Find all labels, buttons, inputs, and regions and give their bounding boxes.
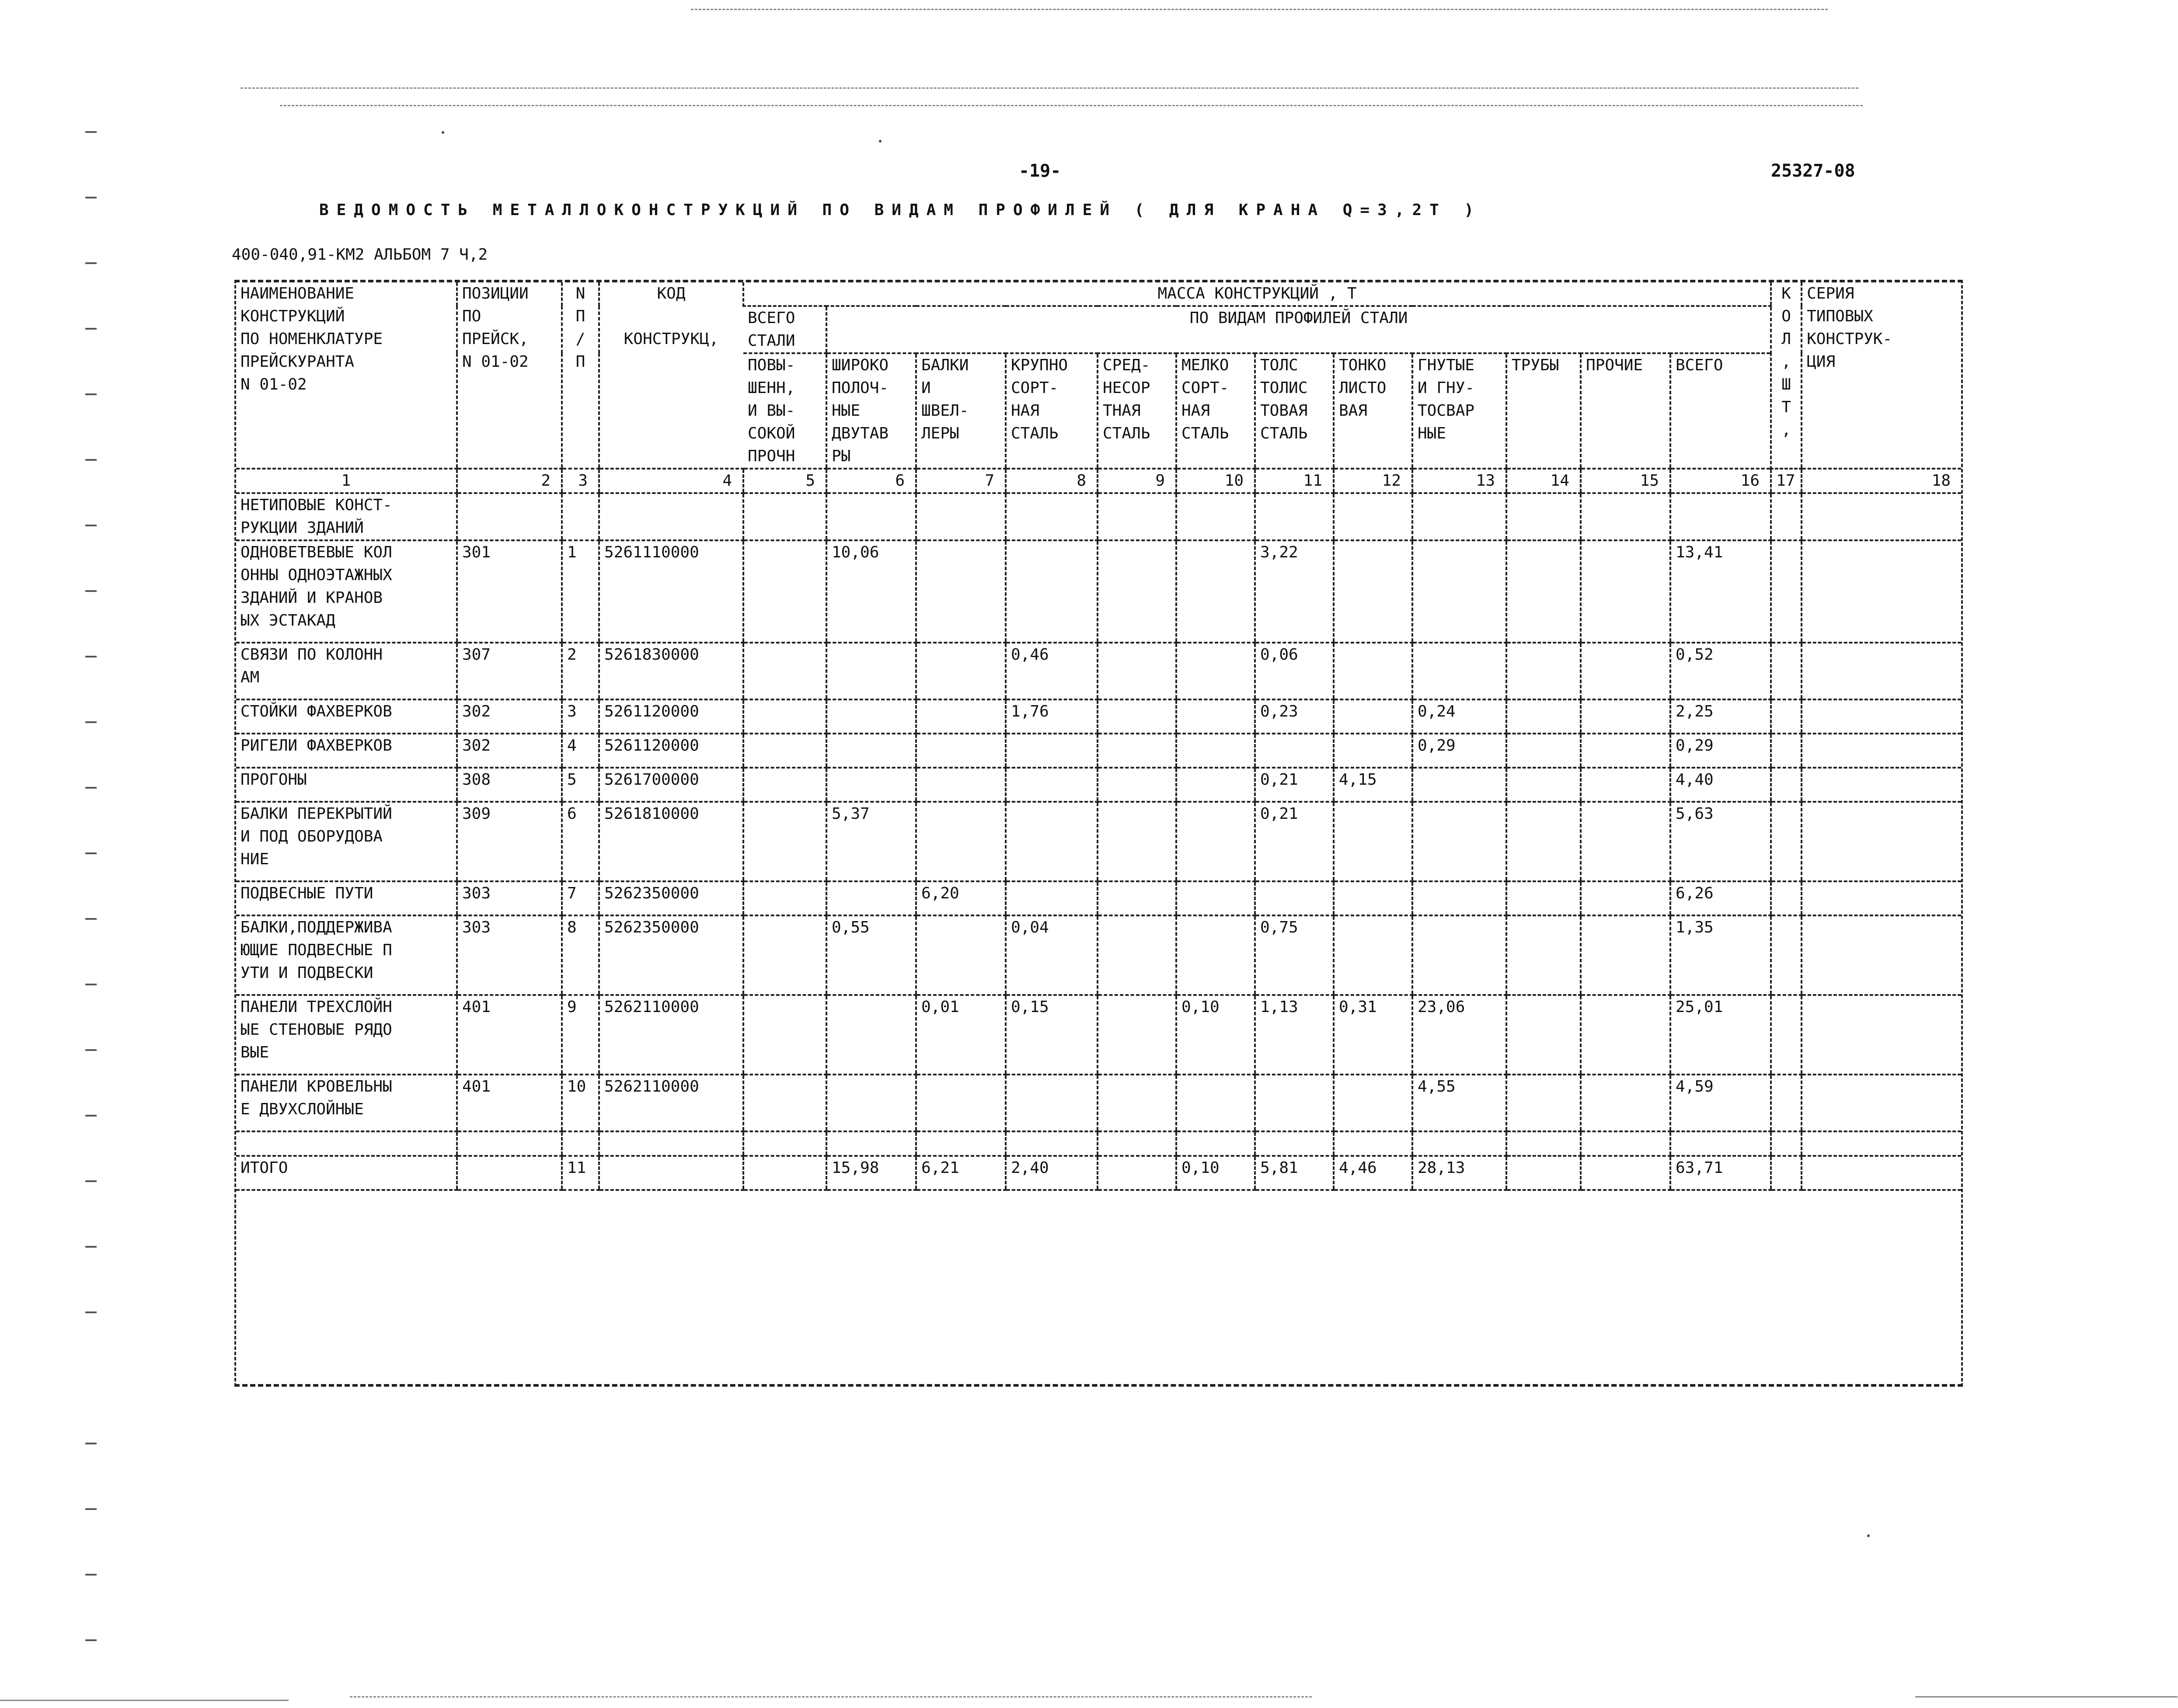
wide-flange-mass: 15,98 <box>826 1156 916 1190</box>
large-section-mass: 2,40 <box>1006 1156 1098 1190</box>
vedomost-table <box>236 282 1961 1191</box>
thin-sheet-mass <box>1334 734 1412 768</box>
album-reference: 400-040,91-КМ2 АЛЬБОМ 7 Ч,2 <box>232 246 488 264</box>
other-mass <box>1581 995 1670 1075</box>
high-strength-mass <box>743 734 826 768</box>
row-index: 4 <box>562 734 599 768</box>
other-mass <box>1581 768 1670 802</box>
margin-mark <box>85 393 97 395</box>
series <box>1802 915 1961 995</box>
margin-mark <box>85 656 97 657</box>
thin-sheet-mass <box>1334 699 1412 734</box>
wide-flange-mass: 0,55 <box>826 915 916 995</box>
total-mass: 5,63 <box>1670 802 1771 881</box>
row-index: 10 <box>562 1075 599 1131</box>
pipes-mass <box>1506 540 1581 643</box>
thin-sheet-mass <box>1334 1075 1412 1131</box>
construction-name: ИТОГО <box>236 1156 457 1190</box>
series <box>1802 1075 1961 1131</box>
margin-mark <box>85 328 97 330</box>
pipes-mass <box>1506 768 1581 802</box>
construction-name: СТОЙКИ ФАХВЕРКОВ <box>236 699 457 734</box>
medium-section-mass <box>1098 915 1176 995</box>
beams-channels-mass <box>916 643 1006 699</box>
other-mass <box>1581 734 1670 768</box>
margin-mark <box>85 459 97 461</box>
construction-name: ОДНОВЕТВЕВЫЕ КОЛ ОННЫ ОДНОЭТАЖНЫХ ЗДАНИЙ И КРАНОВ ЫХ ЭСТАКАД <box>236 540 457 643</box>
bent-profile-mass <box>1412 802 1506 881</box>
table-row <box>236 881 1961 915</box>
high-strength-mass <box>743 1156 826 1190</box>
row-index: 7 <box>562 881 599 915</box>
col-header-position: ПОЗИЦИИ ПО ПРЕЙСК, N 01-02 <box>457 282 562 469</box>
col-header-mass-group: МАССА КОНСТРУКЦИЙ , Т <box>743 282 1771 306</box>
small-section-mass <box>1176 699 1255 734</box>
series <box>1802 734 1961 768</box>
scan-speck <box>879 140 882 143</box>
large-section-mass <box>1006 734 1098 768</box>
margin-mark <box>85 1639 97 1641</box>
total-mass: 6,26 <box>1670 881 1771 915</box>
large-section-mass: 0,15 <box>1006 995 1098 1075</box>
pipes-mass <box>1506 995 1581 1075</box>
thick-plate-mass: 0,23 <box>1255 699 1334 734</box>
construction-code: 5261810000 <box>599 802 743 881</box>
construction-code: 5262350000 <box>599 881 743 915</box>
col-header-thick-plate: ТОЛС ТОЛИС ТОВАЯ СТАЛЬ <box>1255 353 1334 469</box>
col-number: 10 <box>1176 469 1255 493</box>
col-header-name: НАИМЕНОВАНИЕ КОНСТРУКЦИЙ ПО НОМЕНКЛАТУРЕ ПРЕЙСКУРАНТА N 01-02 <box>236 282 457 469</box>
quantity <box>1771 734 1802 768</box>
medium-section-mass <box>1098 768 1176 802</box>
beams-channels-mass <box>916 699 1006 734</box>
series <box>1802 540 1961 643</box>
construction-code: 5262110000 <box>599 995 743 1075</box>
col-number: 4 <box>599 469 743 493</box>
pipes-mass <box>1506 1075 1581 1131</box>
construction-name: ПАНЕЛИ КРОВЕЛЬНЫ Е ДВУХСЛОЙНЫЕ <box>236 1075 457 1131</box>
bent-profile-mass <box>1412 881 1506 915</box>
high-strength-mass <box>743 699 826 734</box>
table-row <box>236 734 1961 768</box>
thick-plate-mass: 0,21 <box>1255 768 1334 802</box>
beams-channels-mass <box>916 540 1006 643</box>
thin-sheet-mass <box>1334 915 1412 995</box>
bent-profile-mass: 4,55 <box>1412 1075 1506 1131</box>
col-number: 14 <box>1506 469 1581 493</box>
price-position: 309 <box>457 802 562 881</box>
margin-mark <box>85 1246 97 1248</box>
total-mass: 63,71 <box>1670 1156 1771 1190</box>
thick-plate-mass: 0,21 <box>1255 802 1334 881</box>
other-mass <box>1581 802 1670 881</box>
total-mass: 13,41 <box>1670 540 1771 643</box>
thick-plate-mass <box>1255 881 1334 915</box>
beams-channels-mass <box>916 802 1006 881</box>
bent-profile-mass <box>1412 643 1506 699</box>
high-strength-mass <box>743 1075 826 1131</box>
col-header-small-section: МЕЛКО СОРТ- НАЯ СТАЛЬ <box>1176 353 1255 469</box>
small-section-mass <box>1176 881 1255 915</box>
row-index: 9 <box>562 995 599 1075</box>
construction-name: СВЯЗИ ПО КОЛОНН АМ <box>236 643 457 699</box>
small-section-mass <box>1176 734 1255 768</box>
thin-sheet-mass <box>1334 802 1412 881</box>
bent-profile-mass: 0,29 <box>1412 734 1506 768</box>
col-header-total-steel: ВСЕГО СТАЛИ <box>743 306 826 353</box>
margin-mark <box>85 197 97 198</box>
thin-sheet-mass <box>1334 643 1412 699</box>
large-section-mass: 0,46 <box>1006 643 1098 699</box>
price-position: 307 <box>457 643 562 699</box>
margin-mark <box>85 721 97 723</box>
quantity <box>1771 699 1802 734</box>
bent-profile-mass: 28,13 <box>1412 1156 1506 1190</box>
small-section-mass: 0,10 <box>1176 995 1255 1075</box>
beams-channels-mass: 6,21 <box>916 1156 1006 1190</box>
small-section-mass: 0,10 <box>1176 1156 1255 1190</box>
scan-speck <box>1867 1534 1870 1537</box>
price-position <box>457 1156 562 1190</box>
construction-code: 5262110000 <box>599 1075 743 1131</box>
price-position: 301 <box>457 540 562 643</box>
col-header-total: ВСЕГО <box>1670 353 1771 469</box>
margin-mark <box>85 984 97 985</box>
row-index: 2 <box>562 643 599 699</box>
row-index: 6 <box>562 802 599 881</box>
pipes-mass <box>1506 1156 1581 1190</box>
col-number: 17 <box>1771 469 1802 493</box>
small-section-mass <box>1176 540 1255 643</box>
total-mass: 4,59 <box>1670 1075 1771 1131</box>
row-index: 1 <box>562 540 599 643</box>
wide-flange-mass <box>826 881 916 915</box>
wide-flange-mass: 5,37 <box>826 802 916 881</box>
wide-flange-mass: 10,06 <box>826 540 916 643</box>
blank-row <box>236 1131 1961 1156</box>
pipes-mass <box>1506 881 1581 915</box>
margin-mark <box>85 590 97 592</box>
pipes-mass <box>1506 915 1581 995</box>
construction-name: РИГЕЛИ ФАХВЕРКОВ <box>236 734 457 768</box>
scan-speck <box>442 131 444 134</box>
small-section-mass <box>1176 915 1255 995</box>
other-mass <box>1581 643 1670 699</box>
quantity <box>1771 915 1802 995</box>
series <box>1802 768 1961 802</box>
high-strength-mass <box>743 768 826 802</box>
col-number: 1 <box>236 469 457 493</box>
col-number: 2 <box>457 469 562 493</box>
thick-plate-mass: 1,13 <box>1255 995 1334 1075</box>
construction-name: БАЛКИ,ПОДДЕРЖИВА ЮЩИЕ ПОДВЕСНЫЕ П УТИ И ПОДВЕСКИ <box>236 915 457 995</box>
large-section-mass <box>1006 1075 1098 1131</box>
high-strength-mass <box>743 540 826 643</box>
col-number: 3 <box>562 469 599 493</box>
other-mass <box>1581 915 1670 995</box>
medium-section-mass <box>1098 995 1176 1075</box>
bent-profile-mass <box>1412 768 1506 802</box>
margin-mark <box>85 1443 97 1444</box>
medium-section-mass <box>1098 1156 1176 1190</box>
pipes-mass <box>1506 734 1581 768</box>
sheet-title: ВЕДОМОСТЬ МЕТАЛЛОКОНСТРУКЦИЙ ПО ВИДАМ ПРОФИЛЕЙ ( ДЛЯ КРАНА Q=3,2Т ) <box>319 201 1482 219</box>
document-code: 25327-08 <box>1771 161 1855 181</box>
table-body <box>236 493 1961 1190</box>
wide-flange-mass <box>826 643 916 699</box>
scan-rule-bottom-1 <box>0 1700 289 1701</box>
total-mass: 2,25 <box>1670 699 1771 734</box>
bent-profile-mass: 23,06 <box>1412 995 1506 1075</box>
other-mass <box>1581 881 1670 915</box>
col-header-profile-group: ПО ВИДАМ ПРОФИЛЕЙ СТАЛИ <box>826 306 1771 353</box>
scan-rule-bottom-2 <box>350 1696 1312 1698</box>
col-number: 11 <box>1255 469 1334 493</box>
beams-channels-mass <box>916 734 1006 768</box>
construction-code: 5261700000 <box>599 768 743 802</box>
thick-plate-mass: 5,81 <box>1255 1156 1334 1190</box>
margin-mark <box>85 1115 97 1117</box>
wide-flange-mass <box>826 699 916 734</box>
wide-flange-mass <box>826 1075 916 1131</box>
table-row <box>236 995 1961 1075</box>
total-mass: 4,40 <box>1670 768 1771 802</box>
scan-rule-top-2 <box>240 87 1858 89</box>
construction-code: 5261110000 <box>599 540 743 643</box>
construction-code: 5261120000 <box>599 734 743 768</box>
col-number: 6 <box>826 469 916 493</box>
small-section-mass <box>1176 768 1255 802</box>
quantity <box>1771 881 1802 915</box>
medium-section-mass <box>1098 734 1176 768</box>
margin-mark <box>85 131 97 133</box>
pipes-mass <box>1506 802 1581 881</box>
series <box>1802 995 1961 1075</box>
beams-channels-mass: 0,01 <box>916 995 1006 1075</box>
margin-mark <box>85 918 97 920</box>
table-row <box>236 643 1961 699</box>
page-number: -19- <box>1019 161 1061 181</box>
col-header-bent: ГНУТЫЕ И ГНУ- ТОСВАР НЫЕ <box>1412 353 1506 469</box>
high-strength-mass <box>743 995 826 1075</box>
table-row <box>236 1075 1961 1131</box>
table-row <box>236 915 1961 995</box>
total-mass: 25,01 <box>1670 995 1771 1075</box>
other-mass <box>1581 1156 1670 1190</box>
col-header-index: N П / П <box>562 282 599 469</box>
construction-code: 5261120000 <box>599 699 743 734</box>
col-header-medium-section: СРЕД- НЕСОР ТНАЯ СТАЛЬ <box>1098 353 1176 469</box>
wide-flange-mass <box>826 995 916 1075</box>
construction-code <box>599 1156 743 1190</box>
row-index: 3 <box>562 699 599 734</box>
table-row <box>236 768 1961 802</box>
thick-plate-mass <box>1255 1075 1334 1131</box>
col-header-large-section: КРУПНО СОРТ- НАЯ СТАЛЬ <box>1006 353 1098 469</box>
medium-section-mass <box>1098 540 1176 643</box>
thin-sheet-mass <box>1334 881 1412 915</box>
large-section-mass <box>1006 881 1098 915</box>
col-number: 15 <box>1581 469 1670 493</box>
margin-mark <box>85 262 97 264</box>
large-section-mass: 1,76 <box>1006 699 1098 734</box>
quantity <box>1771 540 1802 643</box>
other-mass <box>1581 699 1670 734</box>
wide-flange-mass <box>826 768 916 802</box>
scan-rule-top-1 <box>691 9 1828 10</box>
bent-profile-mass: 0,24 <box>1412 699 1506 734</box>
margin-mark <box>85 1180 97 1182</box>
medium-section-mass <box>1098 1075 1176 1131</box>
thick-plate-mass: 0,06 <box>1255 643 1334 699</box>
construction-code: 5261830000 <box>599 643 743 699</box>
row-index: 8 <box>562 915 599 995</box>
price-position: 303 <box>457 915 562 995</box>
price-position: 302 <box>457 699 562 734</box>
medium-section-mass <box>1098 881 1176 915</box>
large-section-mass <box>1006 802 1098 881</box>
quantity <box>1771 802 1802 881</box>
wide-flange-mass <box>826 734 916 768</box>
pipes-mass <box>1506 699 1581 734</box>
pipes-mass <box>1506 643 1581 699</box>
price-position: 401 <box>457 1075 562 1131</box>
vedomost-sheet <box>234 280 1963 1387</box>
col-header-code: КОД КОНСТРУКЦ, <box>599 282 743 469</box>
total-mass: 1,35 <box>1670 915 1771 995</box>
margin-mark <box>85 1508 97 1510</box>
high-strength-mass <box>743 802 826 881</box>
col-header-other: ПРОЧИЕ <box>1581 353 1670 469</box>
bent-profile-mass <box>1412 540 1506 643</box>
price-position: 303 <box>457 881 562 915</box>
large-section-mass <box>1006 768 1098 802</box>
quantity <box>1771 995 1802 1075</box>
margin-mark <box>85 787 97 789</box>
row-index: 11 <box>562 1156 599 1190</box>
table-row <box>236 540 1961 643</box>
total-row <box>236 1156 1961 1190</box>
construction-code: 5262350000 <box>599 915 743 995</box>
construction-name: БАЛКИ ПЕРЕКРЫТИЙ И ПОД ОБОРУДОВА НИЕ <box>236 802 457 881</box>
margin-mark <box>85 1574 97 1576</box>
thin-sheet-mass: 4,46 <box>1334 1156 1412 1190</box>
beams-channels-mass <box>916 915 1006 995</box>
col-number: 12 <box>1334 469 1412 493</box>
col-number: 5 <box>743 469 826 493</box>
table-row <box>236 802 1961 881</box>
series <box>1802 1156 1961 1190</box>
col-header-beams-channels: БАЛКИ И ШВЕЛ- ЛЕРЫ <box>916 353 1006 469</box>
other-mass <box>1581 540 1670 643</box>
margin-mark <box>85 525 97 526</box>
construction-name: ПАНЕЛИ ТРЕХСЛОЙН ЫЕ СТЕНОВЫЕ РЯДО ВЫЕ <box>236 995 457 1075</box>
margin-mark <box>85 852 97 854</box>
quantity <box>1771 1075 1802 1131</box>
series <box>1802 643 1961 699</box>
series <box>1802 802 1961 881</box>
quantity <box>1771 643 1802 699</box>
scan-rule-bottom-3 <box>1915 1696 2178 1698</box>
col-number: 9 <box>1098 469 1176 493</box>
col-header-series: СЕРИЯ ТИПОВЫХ КОНСТРУК- ЦИЯ <box>1802 282 1961 469</box>
col-number: 18 <box>1802 469 1961 493</box>
medium-section-mass <box>1098 802 1176 881</box>
col-header-thin-sheet: ТОНКО ЛИСТО ВАЯ <box>1334 353 1412 469</box>
total-mass: 0,52 <box>1670 643 1771 699</box>
high-strength-mass <box>743 915 826 995</box>
col-header-pipes: ТРУБЫ <box>1506 353 1581 469</box>
thin-sheet-mass: 0,31 <box>1334 995 1412 1075</box>
thick-plate-mass: 0,75 <box>1255 915 1334 995</box>
series <box>1802 699 1961 734</box>
total-mass: 0,29 <box>1670 734 1771 768</box>
price-position: 401 <box>457 995 562 1075</box>
col-number: 8 <box>1006 469 1098 493</box>
thick-plate-mass <box>1255 734 1334 768</box>
beams-channels-mass: 6,20 <box>916 881 1006 915</box>
series <box>1802 881 1961 915</box>
col-number: 16 <box>1670 469 1771 493</box>
section-row <box>236 493 1961 540</box>
beams-channels-mass <box>916 1075 1006 1131</box>
other-mass <box>1581 1075 1670 1131</box>
medium-section-mass <box>1098 643 1176 699</box>
large-section-mass <box>1006 540 1098 643</box>
row-index: 5 <box>562 768 599 802</box>
section-title: НЕТИПОВЫЕ КОНСТ- РУКЦИИ ЗДАНИЙ <box>236 493 457 540</box>
high-strength-mass <box>743 881 826 915</box>
col-number: 7 <box>916 469 1006 493</box>
scan-rule-top-3 <box>280 105 1863 106</box>
small-section-mass <box>1176 802 1255 881</box>
beams-channels-mass <box>916 768 1006 802</box>
margin-mark <box>85 1311 97 1313</box>
medium-section-mass <box>1098 699 1176 734</box>
col-number: 13 <box>1412 469 1506 493</box>
construction-name: ПРОГОНЫ <box>236 768 457 802</box>
margin-mark <box>85 1049 97 1051</box>
price-position: 302 <box>457 734 562 768</box>
thin-sheet-mass <box>1334 540 1412 643</box>
thick-plate-mass: 3,22 <box>1255 540 1334 643</box>
quantity <box>1771 1156 1802 1190</box>
quantity <box>1771 768 1802 802</box>
large-section-mass: 0,04 <box>1006 915 1098 995</box>
small-section-mass <box>1176 643 1255 699</box>
table-row <box>236 699 1961 734</box>
price-position: 308 <box>457 768 562 802</box>
small-section-mass <box>1176 1075 1255 1131</box>
col-header-quantity: К О Л , Ш Т , <box>1771 282 1802 469</box>
construction-name: ПОДВЕСНЫЕ ПУТИ <box>236 881 457 915</box>
col-header-high-strength: ПОВЫ- ШЕНН, И ВЫ- СОКОЙ ПРОЧН <box>743 353 826 469</box>
thin-sheet-mass: 4,15 <box>1334 768 1412 802</box>
bent-profile-mass <box>1412 915 1506 995</box>
high-strength-mass <box>743 643 826 699</box>
col-header-wide-flange: ШИРОКО ПОЛОЧ- НЫЕ ДВУТАВ РЫ <box>826 353 916 469</box>
